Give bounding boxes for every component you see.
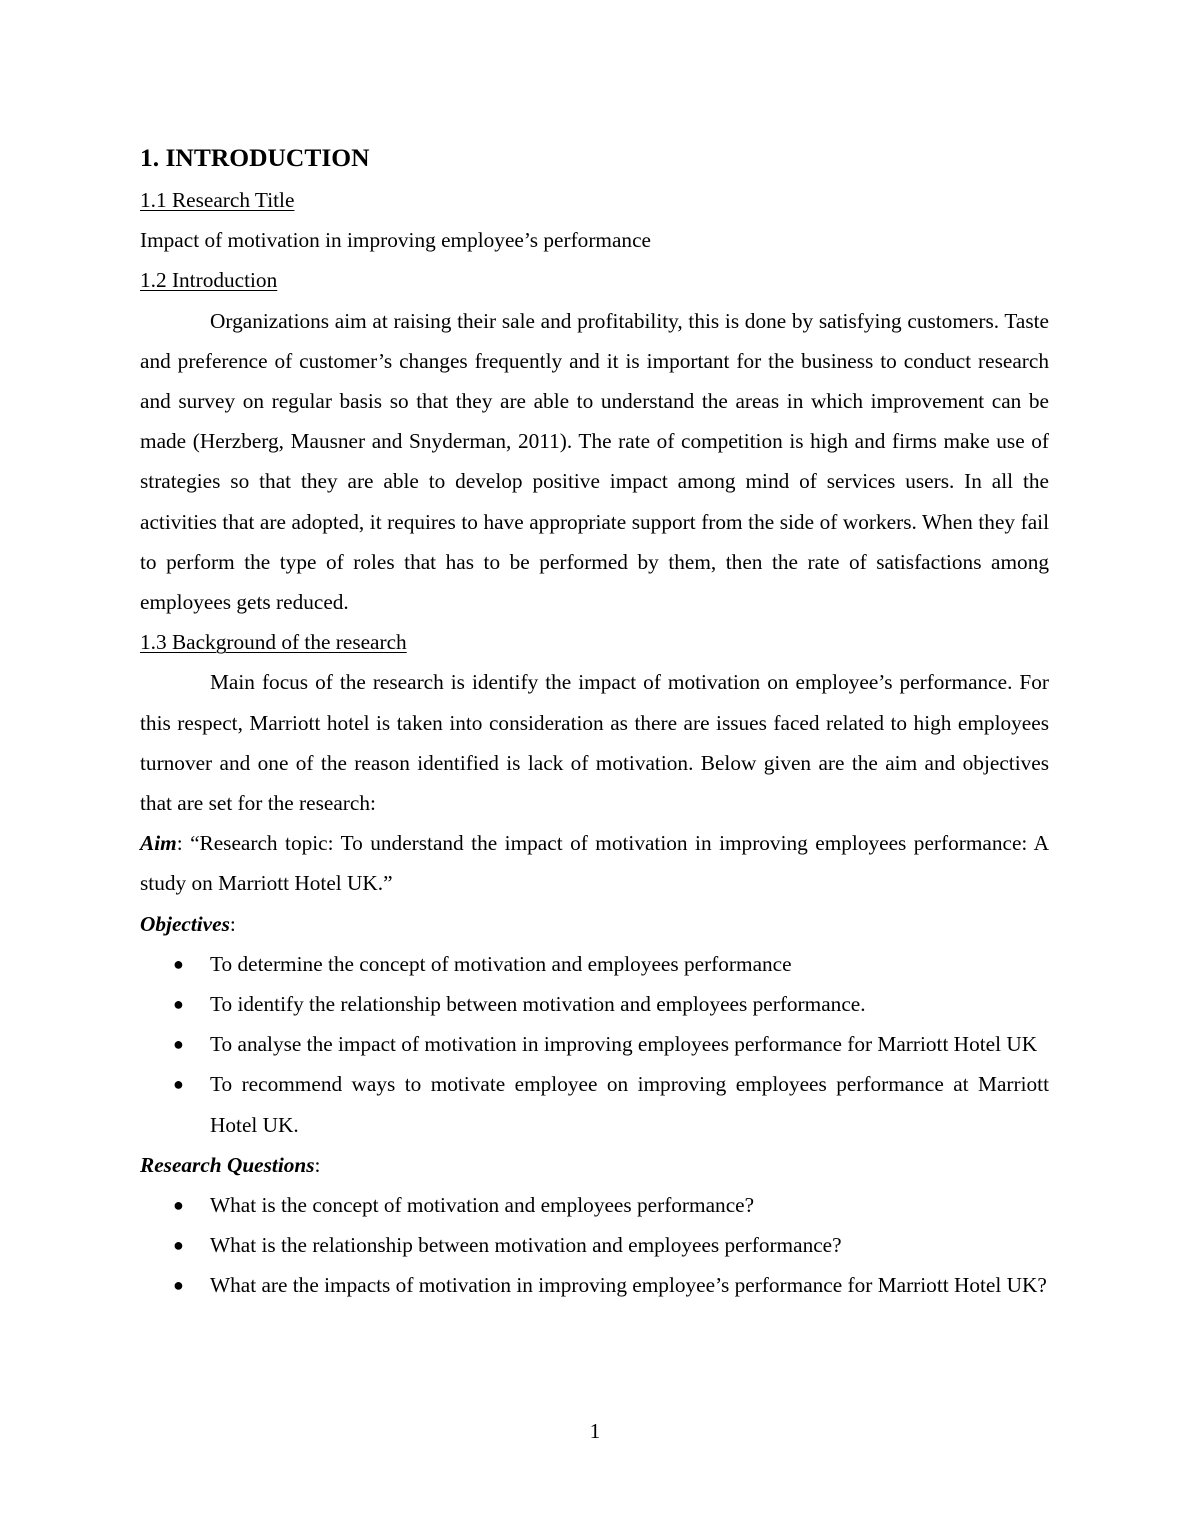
list-item [140,984,1049,1024]
section-heading-research-title: 1.1 Research Title [140,188,295,212]
aim-separator: : [176,831,183,856]
list-item [140,1265,1049,1305]
aim-paragraph [140,823,1049,903]
objectives-list [140,944,1049,1145]
aim-text: “Research topic: To understand the impact of motivation in improving employees performance: A study on Marriott Hotel UK.” [140,831,1049,896]
bullet-icon: ● [173,953,184,974]
background-paragraph: Main focus of the research is identify the impact of motivation on employee’s performance. For this respect, Marriott hotel is taken into consideration as there are issues faced related to high employees turnover and one of the reason identified is lack of motivation. Below given are the aim and objectives that are set for the research: [140,670,1049,816]
aim-label: Aim [140,831,177,856]
research-questions-list [140,1185,1049,1306]
question-text: What is the relationship between motivation and employees performance? [210,1233,842,1258]
objective-text: To identify the relationship between motivation and employees performance. [210,992,866,1017]
bullet-icon: ● [173,1235,184,1256]
objective-text: To determine the concept of motivation and employees performance [210,951,792,976]
objective-text: To analyse the impact of motivation in improving employees performance for Marriott Hotel UK [210,1032,1038,1057]
chapter-heading: 1. INTRODUCTION [140,143,370,172]
document-page [140,138,1049,1306]
list-item [140,1024,1049,1064]
list-item [140,1185,1049,1225]
objective-text: To recommend ways to motivate employee on improving employees performance at Marriott Hotel UK. [210,1072,1049,1137]
question-text: What are the impacts of motivation in improving employee’s performance for Marriott Hotel UK? [210,1273,1047,1298]
research-questions-heading [140,1145,1049,1185]
objectives-separator: : [229,911,236,936]
research-questions-separator: : [314,1152,321,1177]
list-item [140,1064,1049,1144]
section-heading-introduction: 1.2 Introduction [140,268,278,293]
bullet-icon: ● [173,1074,184,1095]
bullet-icon: ● [173,1034,184,1055]
section-heading-background: 1.3 Background of the research [140,630,407,655]
bullet-icon: ● [173,1195,184,1216]
bullet-icon: ● [173,1275,184,1296]
bullet-icon: ● [173,994,184,1015]
list-item [140,944,1049,984]
research-questions-label: Research Questions [140,1152,315,1177]
research-title-text: Impact of motivation in improving employee’s performance [140,228,651,253]
objectives-label: Objectives [140,911,230,936]
list-item [140,1225,1049,1265]
objectives-heading [140,904,1049,944]
page-number: 1 [589,1419,601,1443]
introduction-paragraph: Organizations aim at raising their sale and profitability, this is done by satisfying customers. Taste and preference of customer’s changes frequently and it is important for the business to conduct research and survey on regular basis so that they are able to understand the areas in which improvement can be made (Herzberg, Mausner and Snyderman, 2011). The rate of competition is high and firms make use of strategies so that they are able to develop positive impact among mind of services users. In all the activities that are adopted, it requires to have appropriate support from the side of workers. When they fail to perform the type of roles that has to be performed by them, then the rate of satisfactions among employees gets reduced. [140,308,1049,615]
question-text: What is the concept of motivation and employees performance? [210,1193,755,1218]
